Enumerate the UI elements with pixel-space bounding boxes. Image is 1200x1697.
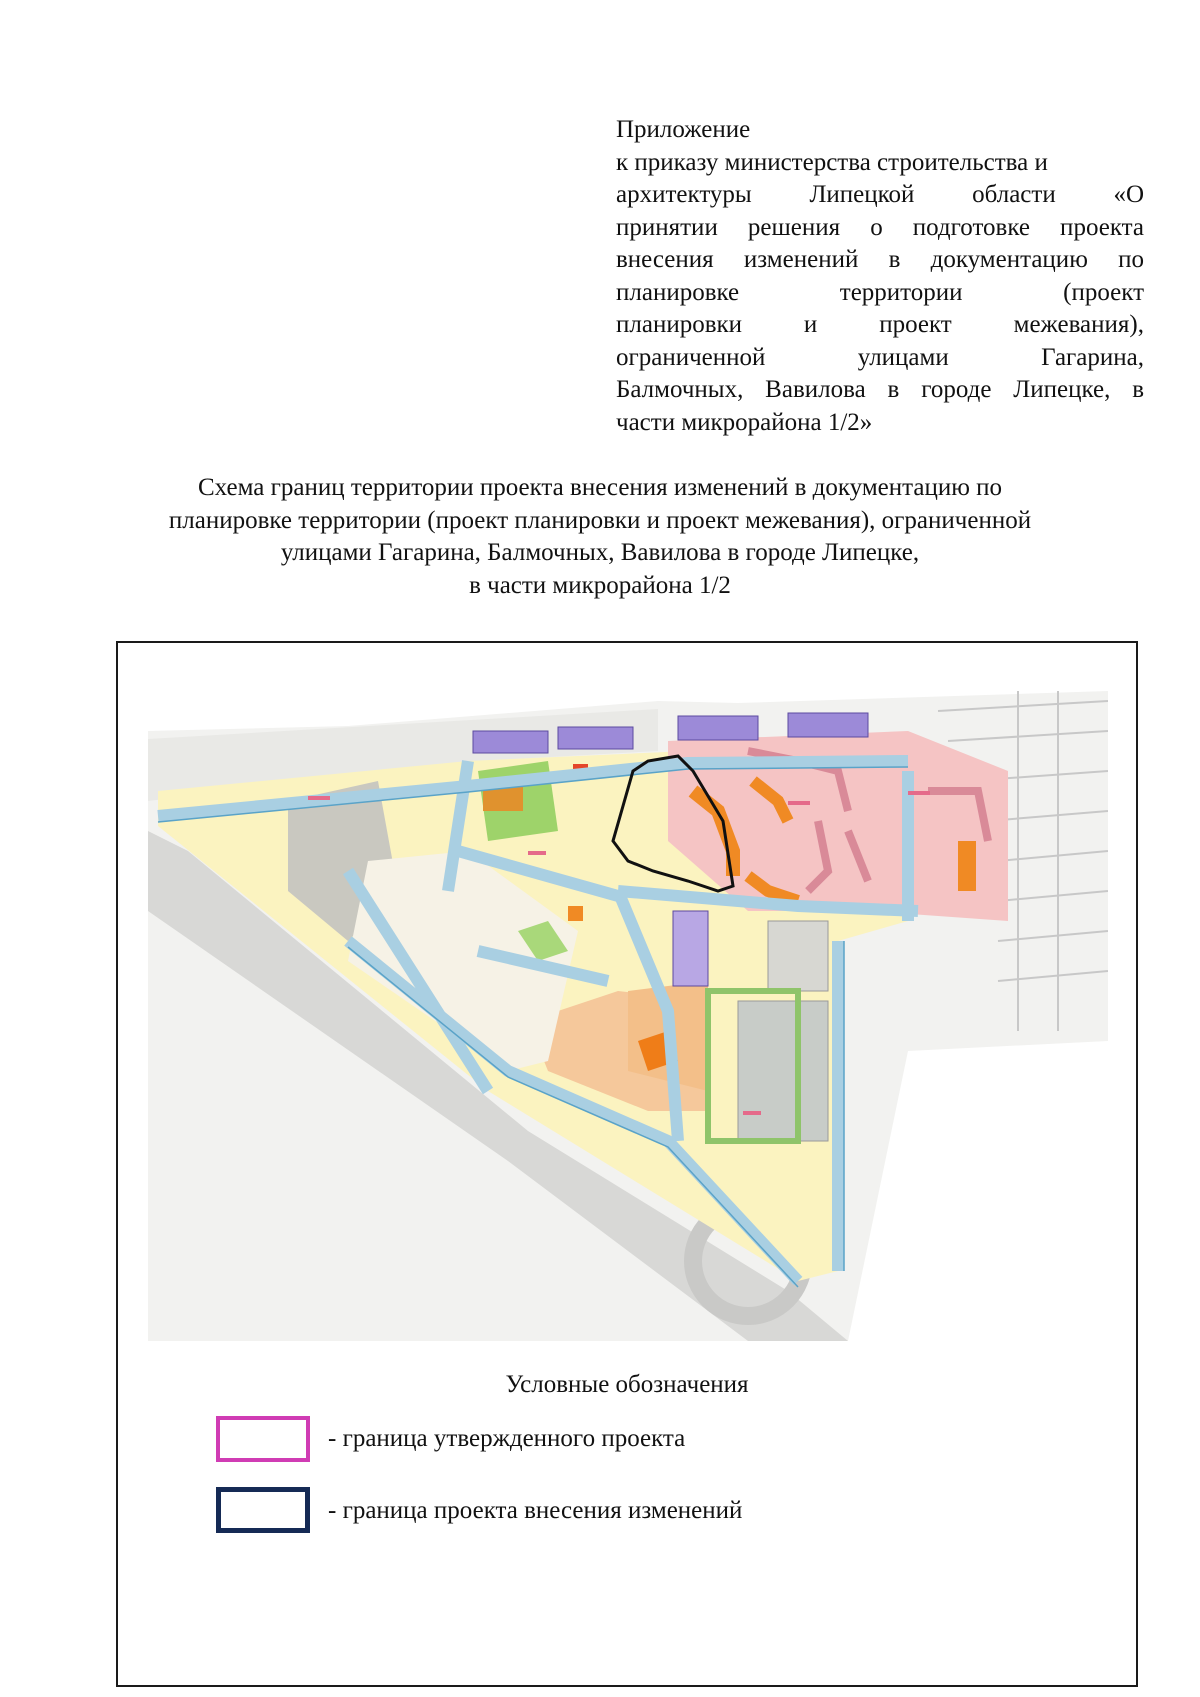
legend-label-approved: - граница утвержденного проекта xyxy=(328,1425,686,1452)
appendix-line: принятии решения о подготовке проекта xyxy=(616,213,1144,241)
map-building-gray-2 xyxy=(768,921,828,991)
document-title xyxy=(60,472,1140,602)
appendix-line: Приложение xyxy=(616,116,751,143)
map-building-purple xyxy=(788,713,868,737)
legend-swatch-approved xyxy=(216,1416,310,1462)
appendix-line: Балмочных, Вавилова в городе Липецке, в xyxy=(616,376,1144,403)
map-building-purple xyxy=(473,731,548,753)
title-line: планировке территории (проект планировки и проект межевания), ограниченной xyxy=(168,506,1032,534)
appendix-line: внесения изменений в документацию по xyxy=(616,246,1144,273)
map-building-gray xyxy=(738,1001,828,1141)
appendix-line: планировке территории (проект xyxy=(616,278,1144,306)
appendix-line: к приказу министерства строительства и xyxy=(616,148,1048,176)
map-building-purple-tall xyxy=(673,911,708,986)
scheme-frame xyxy=(116,641,1138,1687)
legend-title: Условные обозначения xyxy=(505,1371,749,1398)
appendix-line: части микрорайона 1/2» xyxy=(616,408,873,436)
appendix-line: архитектуры Липецкой области «О xyxy=(616,181,1144,208)
map-building-orange-small xyxy=(568,906,583,921)
appendix-line: планировки и проект межевания), xyxy=(616,311,1144,338)
title-line: в части микрорайона 1/2 xyxy=(469,571,731,599)
map-building-purple xyxy=(678,716,758,740)
appendix-header xyxy=(616,114,1144,439)
legend-label-changes: - граница проекта внесения изменений xyxy=(328,1497,743,1524)
legend-swatch-changes xyxy=(216,1487,310,1533)
map-building-purple xyxy=(558,727,633,749)
title-line: улицами Гагарина, Балмочных, Вавилова в городе Липецке, xyxy=(280,539,920,566)
map-building-orange-right xyxy=(958,841,976,891)
territory-map xyxy=(148,691,1108,1341)
appendix-line: ограниченной улицами Гагарина, xyxy=(616,343,1144,371)
title-line: Схема границ территории проекта внесения изменений в документацию по xyxy=(197,474,1003,501)
